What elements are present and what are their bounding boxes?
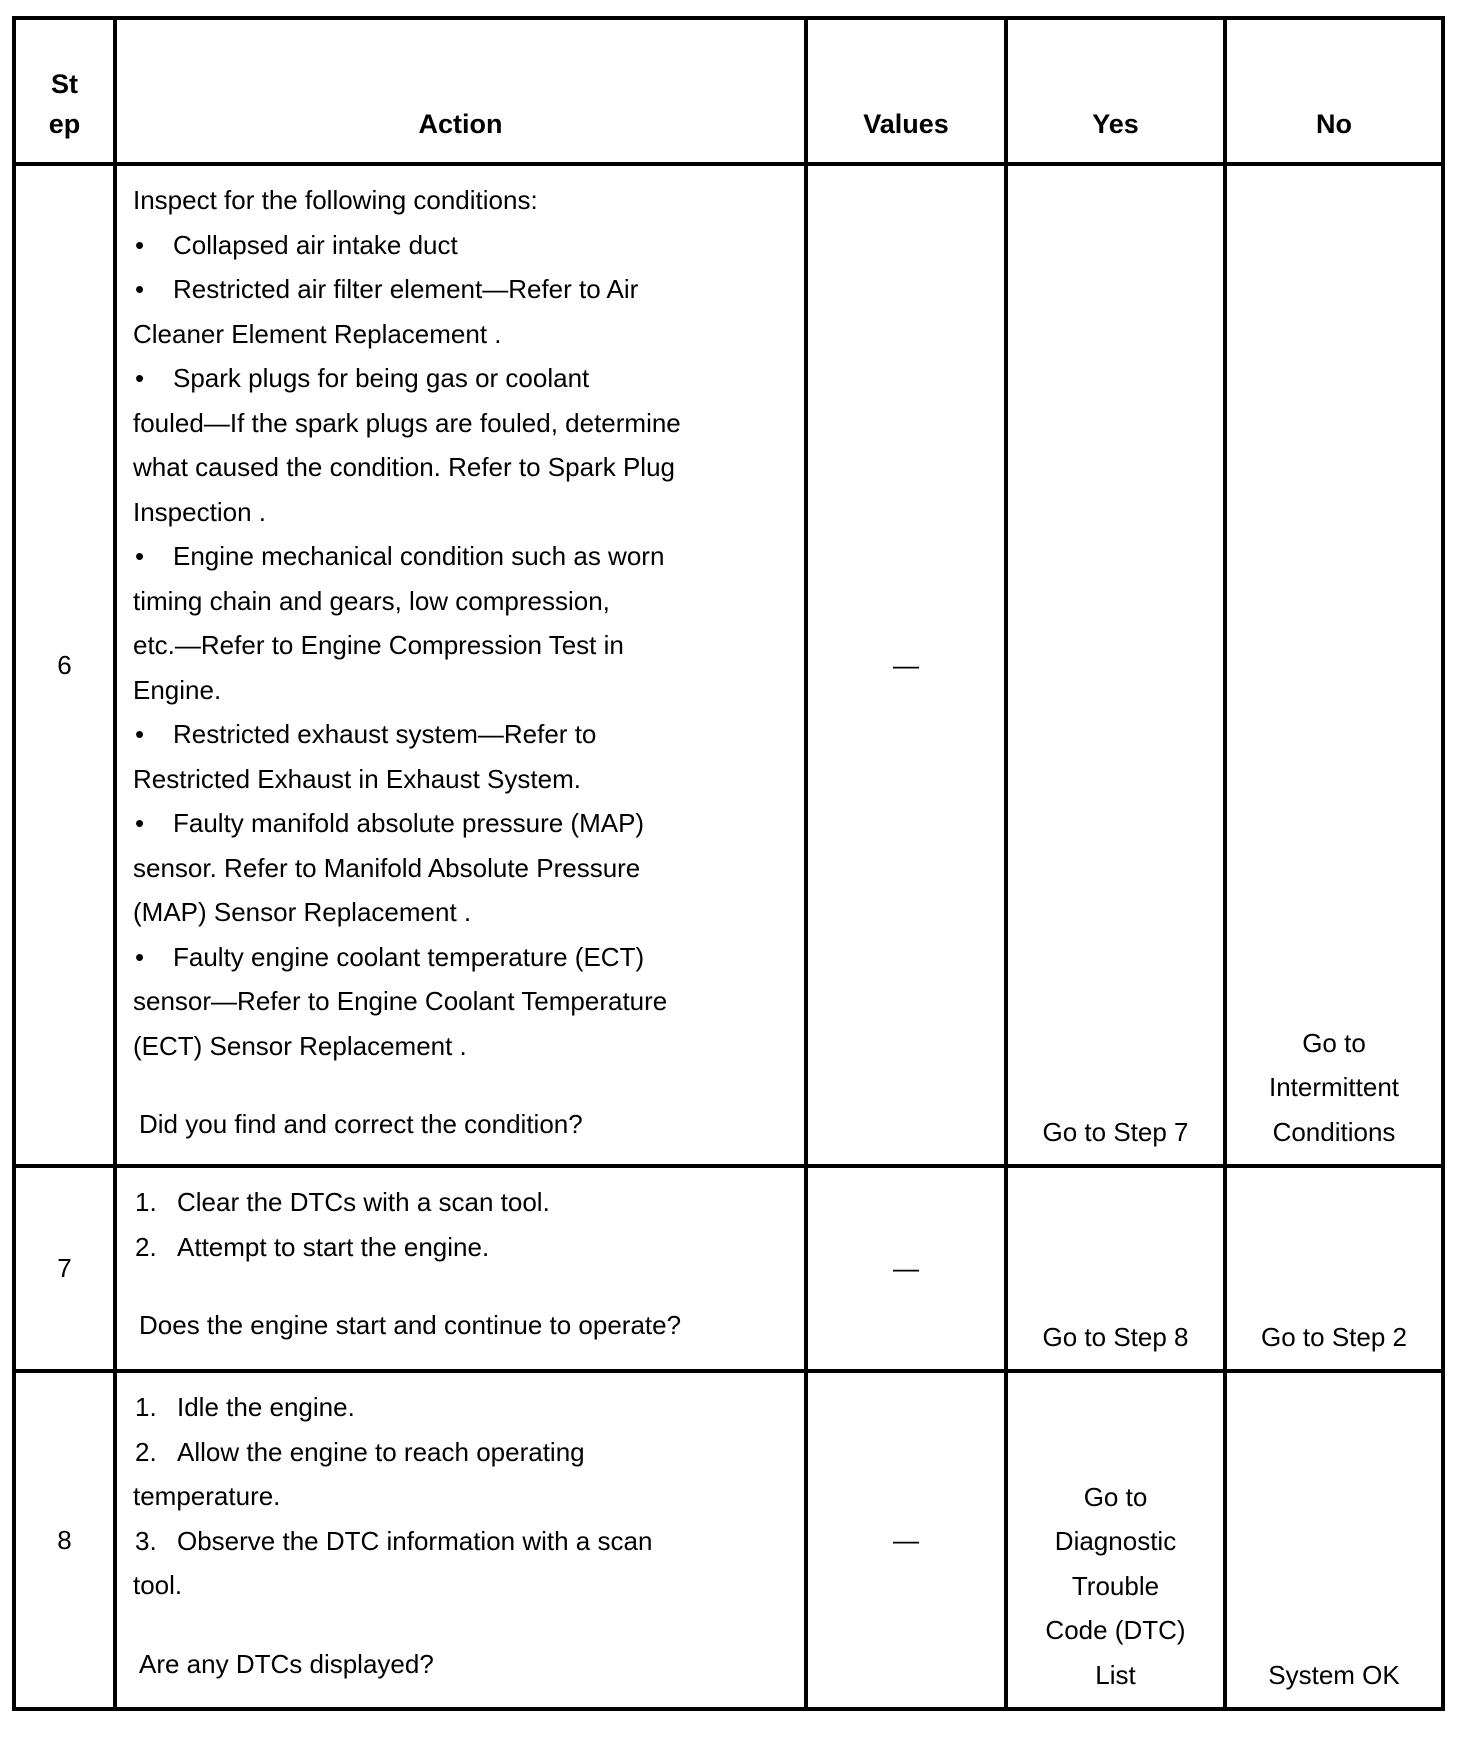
- step-index: 1.: [135, 1392, 157, 1422]
- header-values: Values: [806, 18, 1006, 164]
- bullet-continuation: (ECT) Sensor Replacement .: [133, 1030, 467, 1061]
- header-no: No: [1225, 18, 1443, 164]
- yes-text: Trouble: [1071, 1570, 1160, 1601]
- bullet-continuation: Restricted Exhaust in Exhaust System.: [133, 763, 581, 794]
- action-question: Does the engine start and continue to operate?: [139, 1310, 682, 1340]
- action-cell: [115, 1166, 806, 1371]
- yes-text: Go to: [1083, 1481, 1148, 1512]
- values-cell: —: [806, 1166, 1006, 1371]
- bullet-continuation: sensor—Refer to Engine Coolant Temperature: [133, 986, 668, 1016]
- no-text: Intermittent: [1268, 1072, 1400, 1102]
- bullet-item: • Spark plugs for being gas or coolant: [133, 356, 786, 401]
- bullet-continuation: Engine.: [133, 674, 222, 705]
- header-step-line2: ep: [48, 109, 81, 139]
- table-row: [14, 1371, 1443, 1709]
- bullet-marker: •: [135, 229, 145, 260]
- header-action: Action: [115, 18, 806, 164]
- step-index: 2.: [135, 1231, 157, 1262]
- action-question: Did you find and correct the condition?: [139, 1109, 583, 1139]
- header-yes: Yes: [1006, 18, 1225, 164]
- table-row: [14, 164, 1443, 1166]
- bullet-continuation: Cleaner Element Replacement .: [133, 318, 502, 349]
- numbered-step: 1. Clear the DTCs with a scan tool.: [133, 1180, 786, 1225]
- bullet-marker: •: [135, 719, 145, 749]
- no-cell: [1225, 164, 1443, 1166]
- values-cell: —: [806, 1371, 1006, 1709]
- action-cell: [115, 1371, 806, 1709]
- spacer: [133, 1608, 786, 1642]
- bullet-continuation: Inspection .: [133, 496, 266, 527]
- bullet-item: • Faulty engine coolant temperature (ECT): [133, 935, 786, 980]
- header-step-line1: St: [51, 69, 78, 99]
- numbered-step: 1. Idle the engine.: [133, 1385, 786, 1430]
- numbered-step: 2. Allow the engine to reach operating: [133, 1430, 786, 1475]
- yes-text: Diagnostic: [1054, 1526, 1177, 1556]
- bullet-continuation: (MAP) Sensor Replacement .: [133, 897, 472, 927]
- yes-cell: [1006, 164, 1225, 1166]
- bullet-item: • Faulty manifold absolute pressure (MAP): [133, 801, 786, 846]
- spacer: [133, 1269, 786, 1303]
- bullet-continuation: what caused the condition. Refer to Spark Plug: [133, 452, 675, 482]
- yes-cell: [1006, 1166, 1225, 1371]
- step-index: 1.: [135, 1187, 157, 1217]
- step-continuation: tool.: [133, 1570, 183, 1600]
- no-cell: [1225, 1371, 1443, 1709]
- bullet-marker: •: [135, 363, 145, 393]
- yes-text: Go to Step 8: [1042, 1321, 1189, 1352]
- bullet-continuation: timing chain and gears, low compression,: [133, 585, 610, 616]
- bullet-continuation: etc.—Refer to Engine Compression Test in: [133, 630, 624, 660]
- action-intro: Inspect for the following conditions:: [133, 185, 538, 215]
- bullet-item: • Engine mechanical condition such as worn: [133, 534, 786, 579]
- yes-text: Go to Step 7: [1042, 1116, 1189, 1147]
- header-step: [14, 18, 115, 164]
- no-text: Conditions: [1272, 1116, 1396, 1147]
- numbered-step: 2. Attempt to start the engine.: [133, 1225, 786, 1270]
- header-row: [14, 18, 1443, 164]
- bullet-item: • Collapsed air intake duct: [133, 223, 786, 268]
- yes-cell: [1006, 1371, 1225, 1709]
- bullet-continuation: fouled—If the spark plugs are fouled, determine: [133, 407, 681, 438]
- table-row: [14, 1166, 1443, 1371]
- step-index: 3.: [135, 1525, 157, 1556]
- no-cell: [1225, 1166, 1443, 1371]
- no-text: System OK: [1268, 1659, 1400, 1690]
- bullet-item: • Restricted air filter element—Refer to Air: [133, 267, 786, 312]
- numbered-step: 3. Observe the DTC information with a scan: [133, 1519, 786, 1564]
- yes-text: List: [1095, 1659, 1136, 1690]
- step-number: 6: [14, 164, 115, 1166]
- step-index: 2.: [135, 1436, 157, 1467]
- step-number: 7: [14, 1166, 115, 1371]
- no-text: Go to Step 2: [1261, 1321, 1407, 1352]
- no-text: Go to: [1302, 1027, 1366, 1058]
- bullet-marker: •: [135, 941, 145, 972]
- step-number: 8: [14, 1371, 115, 1709]
- values-cell: —: [806, 164, 1006, 1166]
- bullet-continuation: sensor. Refer to Manifold Absolute Pressure: [133, 852, 641, 883]
- bullet-marker: •: [135, 274, 145, 304]
- yes-text: Code (DTC): [1045, 1615, 1186, 1645]
- spacer: [133, 1068, 786, 1102]
- action-question: Are any DTCs displayed?: [139, 1648, 434, 1679]
- step-continuation: temperature.: [133, 1481, 281, 1511]
- bullet-marker: •: [135, 541, 145, 571]
- bullet-marker: •: [135, 808, 145, 838]
- action-cell: [115, 164, 806, 1166]
- bullet-item: • Restricted exhaust system—Refer to: [133, 712, 786, 757]
- diagnostic-table: [12, 16, 1445, 1711]
